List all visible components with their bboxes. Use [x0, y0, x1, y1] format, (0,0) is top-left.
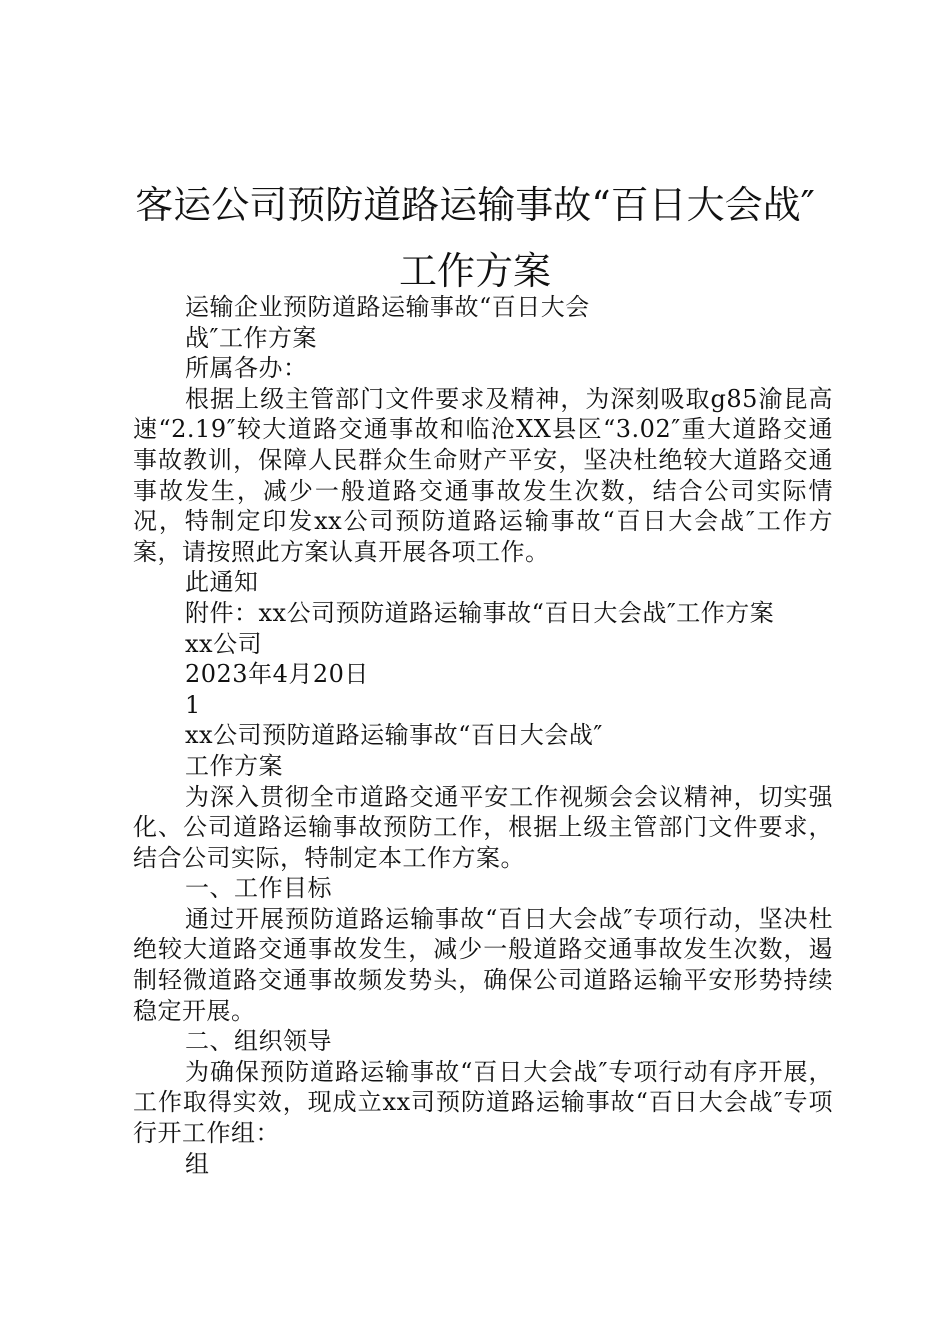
attachment-line: 附件：xx公司预防道路运输事故“百日大会战″工作方案: [185, 598, 775, 627]
plan-title-line-2: 工作方案: [185, 751, 283, 780]
document-body: [133, 292, 833, 1179]
issuer: xx公司: [185, 629, 263, 658]
truncated-line: 组: [185, 1149, 210, 1178]
page-number: 1: [185, 690, 201, 719]
intro-paragraph: 为深入贯彻全市道路交通平安工作视频会会议精神，切实强化、公司道路运输事故预防工作，根据上级主管部门文件要求，结合公司实际，特制定本工作方案。: [133, 782, 833, 872]
organization-paragraph: 为确保预防道路运输事故“百日大会战″专项行动有序开展，工作取得实效，现成立xx司预防道路运输事故“百日大会战″专项行开工作组：: [133, 1057, 833, 1148]
notice-closing: 此通知: [185, 568, 259, 597]
salutation: 所属各办：: [185, 354, 308, 383]
plan-title-line-1: xx公司预防道路运输事故“百日大会战″: [185, 721, 603, 750]
issue-date: 2023年4月20日: [185, 660, 369, 689]
section-heading-goals: 一、工作目标: [185, 874, 332, 903]
goals-paragraph: 通过开展预防道路运输事故“百日大会战″专项行动，坚决杜绝较大道路交通事故发生，减少一般道路交通事故发生次数，遏制轻微道路交通事故频发势头，确保公司道路运输平安形势持续稳定开展。: [133, 904, 833, 1025]
subtitle-line-1: 运输企业预防道路运输事故“百日大会: [185, 293, 590, 321]
notice-paragraph: 根据上级主管部门文件要求及精神，为深刻吸取g85渝昆高速“2.19″较大道路交通事故和临沧XX县区“3.02″重大道路交通事故教训，保障人民群众生命财产平安，坚决杜绝较大道路交通事故发生，减少一般道路交通事故发生次数，结合公司实际情况，特制定印发xx公司预防道路运输事故“百日大会战″工作方案，请按照此方案认真开展各项工作。: [133, 384, 833, 566]
section-heading-organization: 二、组织领导: [185, 1027, 332, 1056]
document-title: 客运公司预防道路运输事故“百日大会战″工作方案: [135, 183, 815, 293]
subtitle-line-2: 战″工作方案: [185, 323, 317, 352]
